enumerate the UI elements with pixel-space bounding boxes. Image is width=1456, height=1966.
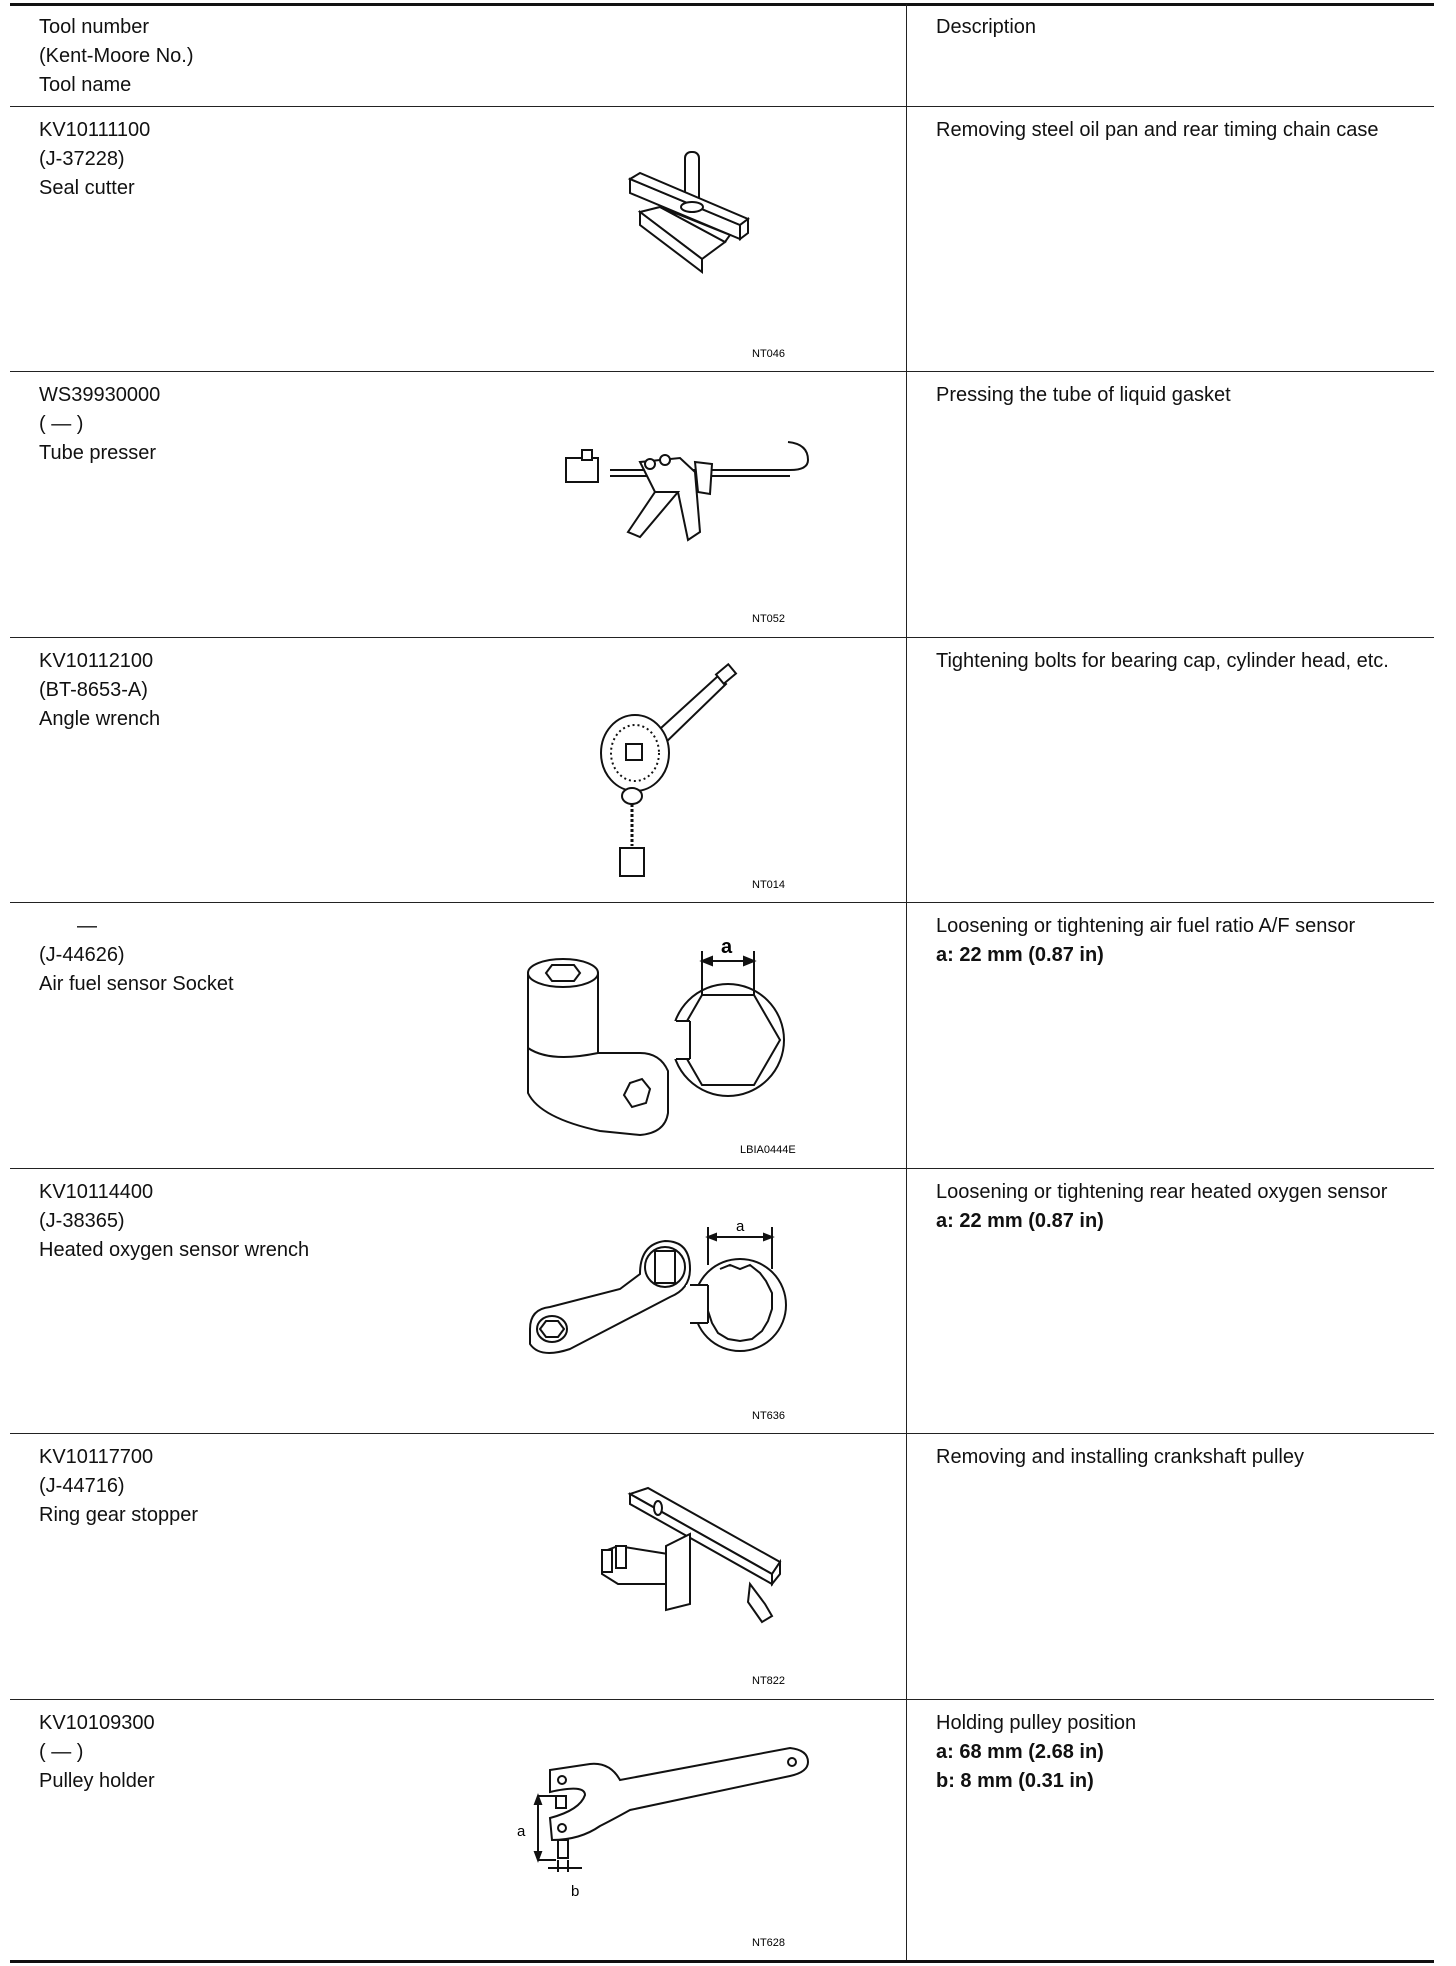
dimension-spec-b: b: 8 mm (0.31 in) [936, 1770, 1094, 1792]
header-kent-moore: (Kent-Moore No.) [39, 45, 194, 67]
description-text: Pressing the tube of liquid gasket [936, 384, 1231, 406]
tool-name: Heated oxygen sensor wrench [39, 1239, 310, 1261]
description-cell [936, 1443, 1426, 1472]
table-row [10, 638, 1434, 903]
tool-name: Pulley holder [39, 1770, 155, 1792]
description-cell [936, 647, 1426, 676]
tool-info [39, 381, 160, 468]
table-row [10, 372, 1434, 638]
header-tool-name: Tool name [39, 74, 132, 96]
kent-moore-number: (BT-8653-A) [39, 679, 148, 701]
figure-code: NT014 [752, 879, 786, 891]
angle-wrench-icon [490, 638, 836, 902]
figure-code: NT052 [752, 613, 786, 625]
description-text: Tightening bolts for bearing cap, cylinder head, etc. [936, 650, 1389, 672]
tool-name: Tube presser [39, 442, 157, 464]
figure-code: NT636 [752, 1410, 786, 1422]
description-cell [936, 1709, 1426, 1796]
figure-code: NT628 [752, 1937, 786, 1949]
tool-info [39, 912, 234, 999]
tool-name: Angle wrench [39, 708, 161, 730]
tool-name: Ring gear stopper [39, 1504, 198, 1526]
kent-moore-number: (J-38365) [39, 1210, 125, 1232]
table-bottom-rule [10, 1960, 1434, 1963]
dimension-spec: a: 22 mm (0.87 in) [936, 1210, 1104, 1232]
dimension-spec: a: 22 mm (0.87 in) [936, 944, 1104, 966]
description-text: Removing steel oil pan and rear timing chain case [936, 119, 1379, 141]
tool-number: KV10109300 [39, 1712, 155, 1734]
tool-name: Air fuel sensor Socket [39, 973, 234, 995]
table-row [10, 1700, 1434, 1960]
dimension-label-a: a [517, 1823, 526, 1840]
tool-name: Seal cutter [39, 177, 135, 199]
ring-gear-stopper-icon [490, 1434, 836, 1699]
pulley-holder-icon [490, 1700, 836, 1960]
table-row [10, 1169, 1434, 1434]
kent-moore-number: (J-44626) [39, 944, 125, 966]
description-cell [936, 116, 1426, 145]
air-fuel-sensor-socket-icon [490, 903, 836, 1168]
description-text: Loosening or tightening air fuel ratio A/F sensor [936, 915, 1356, 937]
tool-info [39, 116, 150, 203]
description-cell [936, 381, 1426, 410]
header-description: Description [936, 16, 1037, 38]
description-cell [936, 912, 1426, 970]
tube-presser-icon [490, 372, 836, 637]
dimension-label-b: b [571, 1883, 580, 1900]
tool-number: — [77, 915, 97, 937]
table-row [10, 107, 1434, 372]
tool-number: WS39930000 [39, 384, 161, 406]
dimension-spec-a: a: 68 mm (2.68 in) [936, 1741, 1104, 1763]
kent-moore-number: ( — ) [39, 413, 84, 435]
tool-info [39, 1709, 155, 1796]
tool-info [39, 1443, 198, 1530]
figure-code: NT046 [752, 348, 786, 360]
tool-number: KV10111100 [39, 119, 151, 141]
tool-number: KV10114400 [39, 1181, 154, 1203]
table-row [10, 903, 1434, 1169]
description-cell [936, 1178, 1426, 1236]
kent-moore-number: (J-37228) [39, 148, 125, 170]
seal-cutter-icon [490, 107, 836, 371]
tool-info [39, 1178, 309, 1265]
description-text: Holding pulley position [936, 1712, 1137, 1734]
tool-info [39, 647, 160, 734]
description-text: Removing and installing crankshaft pulley [936, 1446, 1304, 1468]
dimension-label-a: a [736, 1218, 745, 1235]
dimension-label-a: a [721, 936, 733, 958]
kent-moore-number: (J-44716) [39, 1475, 125, 1497]
tool-number: KV10117700 [39, 1446, 154, 1468]
figure-code: LBIA0444E [740, 1144, 796, 1156]
header-tool-number: Tool number [39, 16, 150, 38]
figure-code: NT822 [752, 1675, 786, 1687]
kent-moore-number: ( — ) [39, 1741, 84, 1763]
table-header-row [10, 4, 1434, 107]
description-text: Loosening or tightening rear heated oxygen sensor [936, 1181, 1388, 1203]
tool-number: KV10112100 [39, 650, 154, 672]
header-left-cell [39, 13, 194, 100]
heated-oxygen-sensor-wrench-icon [490, 1169, 836, 1433]
table-row [10, 1434, 1434, 1700]
